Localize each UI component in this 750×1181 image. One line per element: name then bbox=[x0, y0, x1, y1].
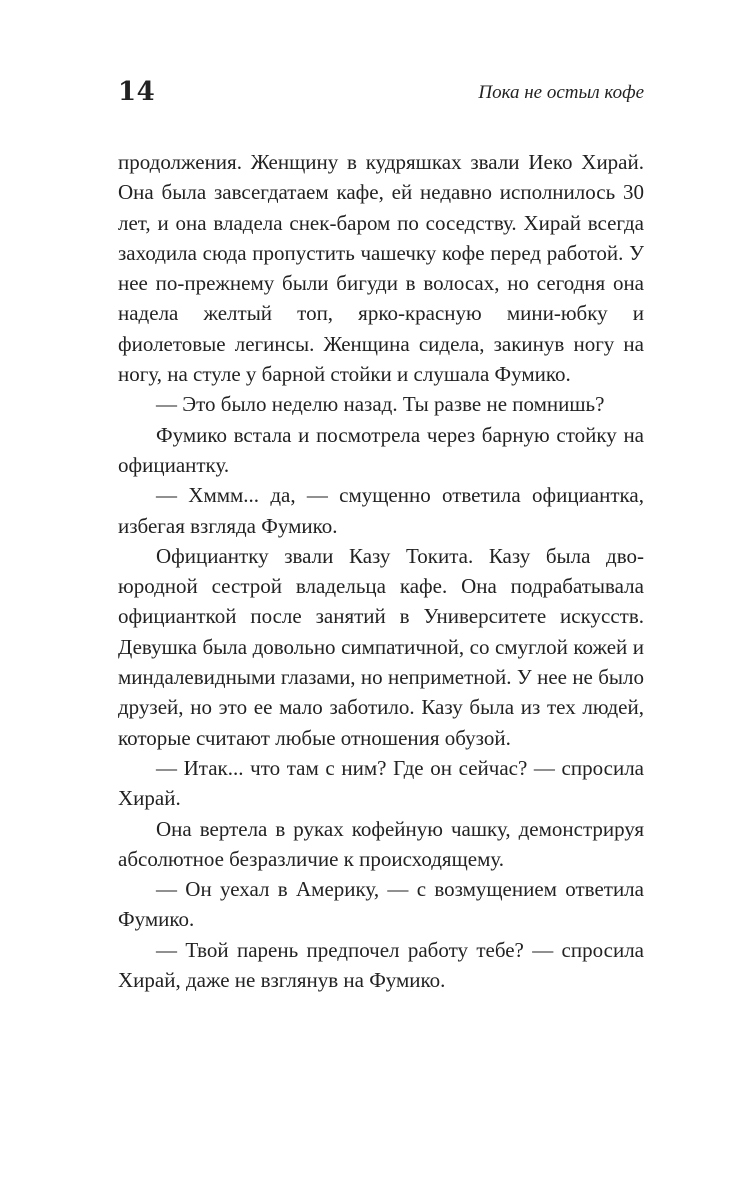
book-title: Пока не остыл кофе bbox=[478, 82, 644, 103]
paragraph: — Он уехал в Америку, — с возмущением ответила Фумико. bbox=[118, 877, 644, 932]
paragraph: Официантку звали Казу Токита. Казу была двоюродной сестрой владельца кафе. Она подрабатывала официанткой после занятий в Университете искусств. Девушка была довольно симпатичной, со смуглой кожей и миндалевидными глазами, но неприметной. У нее не было друзей, но это ее мало заботило. Казу была из тех людей, которые считают любые отношения обузой. bbox=[118, 543, 644, 750]
paragraph: — Твой парень предпочел работу тебе? — спросила Хирай, даже не взглянув на Фумико. bbox=[118, 937, 644, 993]
paragraph: — Итак... что там с ним? Где он сейчас? — спросила Хирай. bbox=[118, 755, 644, 811]
body-text bbox=[118, 147, 644, 995]
paragraph: продолжения. Женщину в кудряшках звали Иеко Хирай. Она была завсегдатаем кафе, ей недавно исполнилось 30 лет, и она владела снек-баром по соседству. Хирай всегда заходила сюда пропустить чашечку кофе перед работой. У нее по-прежнему были бигуди в волосах, но сегодня она надела желтый топ, ярко-красную мини-юбку и фиолетовые легинсы. Женщина сидела, закинув ногу на ногу, на стуле у барной стойки и слушала Фумико. bbox=[118, 150, 644, 387]
running-head bbox=[118, 76, 644, 110]
paragraph: — Это было неделю назад. Ты разве не помнишь? bbox=[156, 392, 605, 417]
paragraph: Она вертела в руках кофейную чашку, демонстрируя абсолютное безразличие к происходящему. bbox=[118, 816, 644, 871]
page-number: 14 bbox=[118, 77, 156, 107]
paragraph: Фумико встала и посмотрела через барную стойку на официантку. bbox=[118, 422, 644, 477]
paragraph: — Хммм... да, — смущенно ответила официантка, избегая взгляда Фумико. bbox=[118, 483, 644, 538]
